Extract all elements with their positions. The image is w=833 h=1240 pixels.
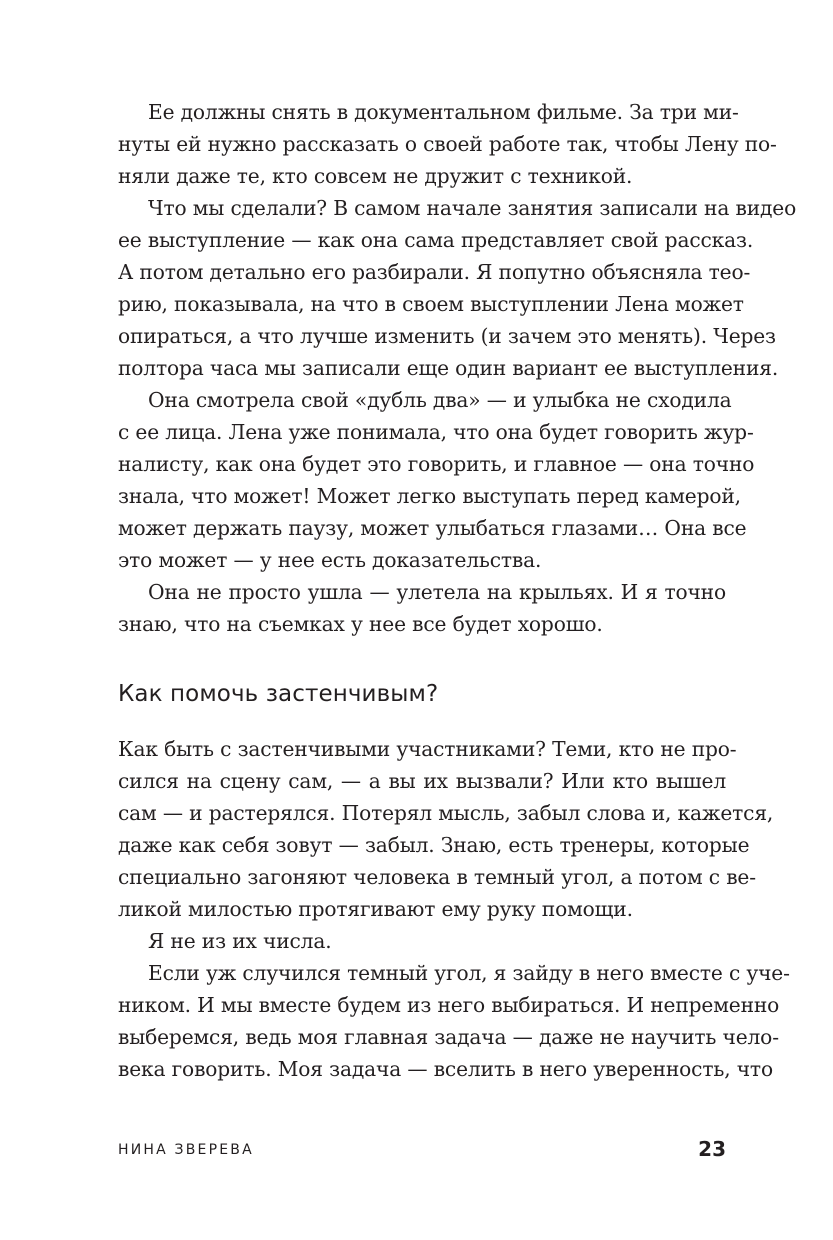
- section-heading: Как помочь застенчивым?: [118, 681, 439, 707]
- page-number: 23: [698, 1137, 726, 1161]
- text-line: полтора часа мы записали еще один вариант ее выступления.: [118, 356, 779, 380]
- text-line: даже как себя зовут — забыл. Знаю, есть тренеры, которые: [118, 833, 750, 857]
- text-line: это может — у нее есть доказательства.: [118, 548, 542, 572]
- text-line: Как быть с застенчивыми участниками? Теми, кто не про-: [118, 737, 737, 761]
- text-line: ликой милостью протягивают ему руку помощи.: [118, 897, 633, 921]
- text-line: с ее лица. Лена уже понимала, что она будет говорить жур-: [118, 420, 754, 444]
- text-line: специально загоняют человека в темный угол, а потом с ве-: [118, 865, 756, 889]
- text-line: Ее должны снять в документальном фильме. За три ми-: [148, 100, 739, 124]
- text-line: рию, показывала, на что в своем выступлении Лена может: [118, 292, 744, 316]
- text-line: Она не просто ушла — улетела на крыльях. И я точно: [148, 580, 726, 604]
- text-line: Она смотрела свой «дубль два» — и улыбка не сходила: [148, 388, 732, 412]
- text-line: может держать паузу, может улыбаться глазами… Она все: [118, 516, 747, 540]
- text-line: нуты ей нужно рассказать о своей работе так, чтобы Лену по-: [118, 132, 777, 156]
- text-line: ее выступление — как она сама представляет свой рассказ.: [118, 228, 754, 252]
- text-line: опираться, а что лучше изменить (и зачем это менять). Через: [118, 324, 776, 348]
- text-line: века говорить. Моя задача — вселить в него уверенность, что: [118, 1057, 773, 1081]
- text-line: сился на сцену сам, — а вы их вызвали? Или кто вышел: [118, 769, 726, 793]
- running-footer-author: НИНА ЗВЕРЕВА: [118, 1142, 254, 1158]
- text-line: налисту, как она будет это говорить, и главное — она точно: [118, 452, 755, 476]
- text-line: няли даже те, кто совсем не дружит с техникой.: [118, 164, 633, 188]
- text-line: Если уж случился темный угол, я зайду в него вместе с уче-: [148, 961, 790, 985]
- text-line: Я не из их числа.: [148, 929, 332, 953]
- text-line: ником. И мы вместе будем из него выбираться. И непременно: [118, 993, 780, 1017]
- text-line: знаю, что на съемках у нее все будет хорошо.: [118, 612, 603, 636]
- text-line: сам — и растерялся. Потерял мысль, забыл слова и, кажется,: [118, 801, 774, 825]
- text-line: выберемся, ведь моя главная задача — даже не научить чело-: [118, 1025, 779, 1049]
- text-line: Что мы сделали? В самом начале занятия записали на видео: [148, 196, 797, 220]
- text-line: А потом детально его разбирали. Я попутно объясняла тео-: [118, 260, 751, 284]
- text-line: знала, что может! Может легко выступать перед камерой,: [118, 484, 741, 508]
